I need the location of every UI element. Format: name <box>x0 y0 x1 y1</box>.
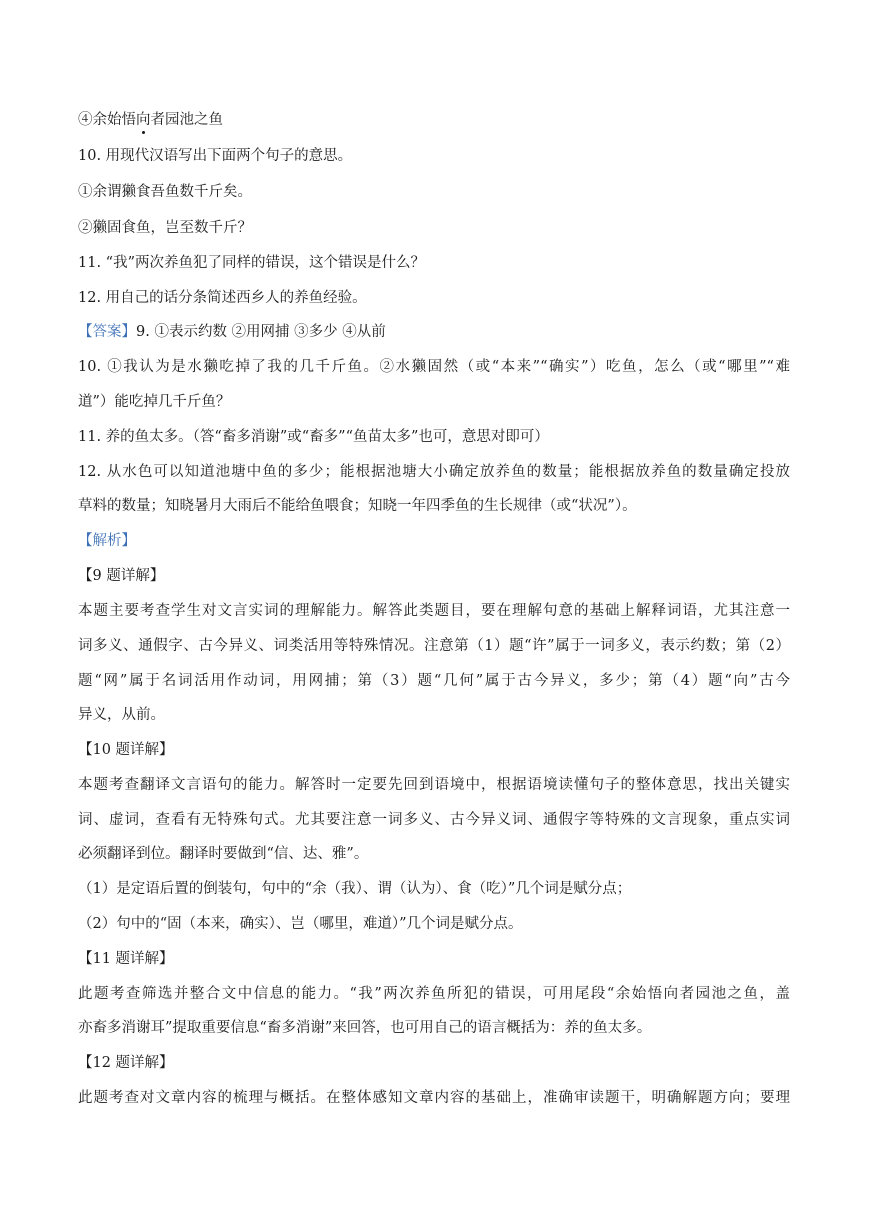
question-11: 11. “我”两次养鱼犯了同样的错误，这个错误是什么？ <box>78 255 425 271</box>
q12-detail-heading: 【12 题详解】 <box>78 1055 174 1071</box>
analysis-tag: 【解析】 <box>78 533 136 549</box>
answer-10-line-1: 10. ①我认为是水獭吃掉了我的几千斤鱼。②水獭固然（或“本来”“确实”）吃鱼，怎么（或“哪里”“难 <box>78 359 790 375</box>
answer-tag: 【答案】 <box>78 324 136 340</box>
text-part: 者园池之鱼 <box>150 112 223 128</box>
q9-detail-heading: 【9 题详解】 <box>78 568 165 584</box>
q10-detail-line-1: 本题考查翻译文言语句的能力。解答时一定要先回到语境中，根据语境读懂句子的整体意思，找出关键实 <box>78 777 790 793</box>
q10-detail-line-2: 词、虚词，查看有无特殊句式。尤其要注意一词多义、古今异义词、通假字等特殊的文言现象，重点实词 <box>78 812 790 828</box>
answer-9-text: 9. ①表示约数 ②用网捕 ③多少 ④从前 <box>136 324 386 340</box>
answer-9 <box>78 323 790 341</box>
answer-11: 11. 养的鱼太多。（答“畜多消谢”或“畜多”“鱼苗太多”也可，意思对即可） <box>78 429 549 445</box>
q9-detail-line-1: 本题主要考查学生对文言实词的理解能力。解答此类题目，要在理解句意的基础上解释词语，尤其注意一 <box>78 603 790 619</box>
q10-detail-line-4: （1）是定语后置的倒装句，句中的“余（我）、谓（认为）、食（吃）”几个词是赋分点； <box>78 881 632 897</box>
q11-detail-line-1: 此题考查筛选并整合文中信息的能力。“我”两次养鱼所犯的错误，可用尾段“余始悟向者园池之鱼，盖 <box>78 986 790 1002</box>
q9-detail-line-2: 词多义、通假字、古今异义、词类活用等特殊情况。注意第（1）题“许”属于一词多义，表示约数；第（2） <box>78 638 790 654</box>
question-9-item-4 <box>78 111 790 129</box>
emphasis-dot-char: 向 <box>136 112 151 128</box>
question-10-sentence-1: ①余谓獭食吾鱼数千斤矣。 <box>78 184 252 200</box>
question-10: 10. 用现代汉语写出下面两个句子的意思。 <box>78 148 353 164</box>
question-12: 12. 用自己的话分条简述西乡人的养鱼经验。 <box>78 290 367 306</box>
question-10-sentence-2: ②獭固食鱼，岂至数千斤？ <box>78 220 252 236</box>
q11-detail-line-2: 亦畜多消谢耳”提取重要信息“畜多消谢”来回答，也可用自己的语言概括为：养的鱼太多。 <box>78 1020 652 1036</box>
q10-detail-heading: 【10 题详解】 <box>78 742 174 758</box>
q9-detail-line-3: 题“网”属于名词活用作动词，用网捕；第（3）题“几何”属于古今异义，多少；第（4）题“向”古今 <box>78 673 790 689</box>
q11-detail-heading: 【11 题详解】 <box>78 951 174 967</box>
answer-10-line-2: 道”）能吃掉几千斤鱼？ <box>78 394 231 410</box>
q9-detail-line-4: 异义，从前。 <box>78 707 165 723</box>
text-part: ④余始悟 <box>78 112 136 128</box>
q10-detail-line-3: 必须翻译到位。翻译时要做到“信、达、雅”。 <box>78 846 369 862</box>
answer-12-line-2: 草料的数量；知晓暑月大雨后不能给鱼喂食；知晓一年四季鱼的生长规律（或“状况”）。 <box>78 498 637 514</box>
q10-detail-line-5: （2）句中的“固（本来，确实）、岂（哪里，难道）”几个词是赋分点。 <box>78 916 523 932</box>
answer-12-line-1: 12. 从水色可以知道池塘中鱼的多少；能根据池塘大小确定放养鱼的数量；能根据放养鱼的数量确定投放 <box>78 464 790 480</box>
q12-detail-line-1: 此题考查对文章内容的梳理与概括。在整体感知文章内容的基础上，准确审读题干，明确解题方向；要理 <box>78 1090 790 1106</box>
